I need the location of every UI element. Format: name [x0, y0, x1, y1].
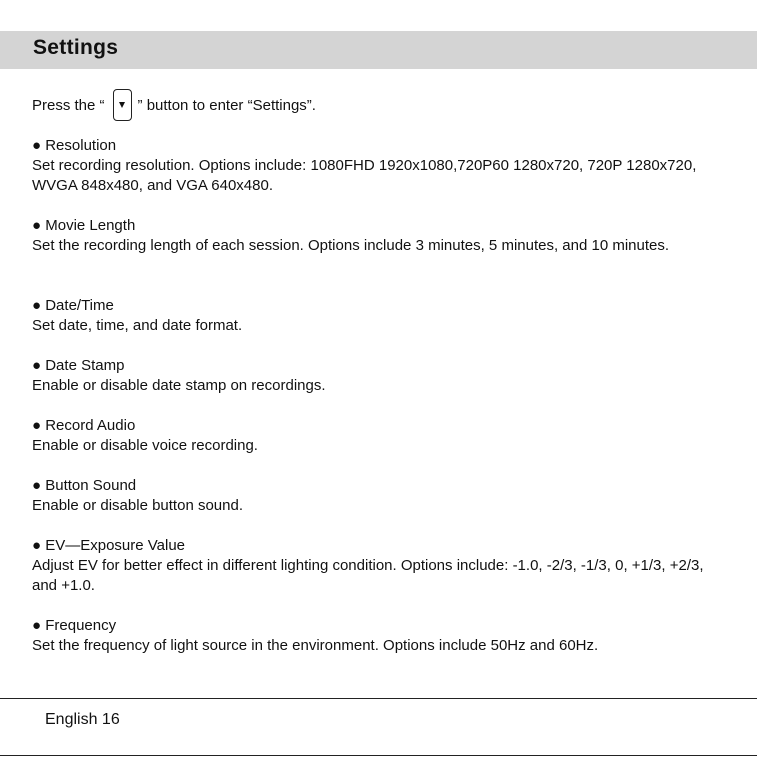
setting-date-stamp — [32, 356, 326, 396]
setting-button-sound — [32, 476, 243, 516]
setting-description: Set date, time, and date format. — [32, 317, 243, 334]
setting-name: ● Frequency — [32, 617, 117, 634]
intro-text-before: Press the “ — [32, 96, 105, 114]
setting-name: ● EV—Exposure Value — [32, 537, 186, 554]
intro-instruction — [32, 88, 316, 122]
intro-text-after: ” button to enter “Settings”. — [137, 96, 316, 114]
down-button-icon — [113, 89, 132, 121]
setting-name: ● Date/Time — [32, 297, 114, 314]
setting-description: Enable or disable date stamp on recordings. — [32, 377, 326, 394]
setting-record-audio — [32, 416, 258, 456]
page-number-label: English 16 — [45, 711, 120, 728]
setting-resolution — [32, 136, 722, 196]
setting-name: ● Resolution — [32, 137, 117, 154]
setting-name: ● Movie Length — [32, 217, 136, 234]
setting-description: Enable or disable button sound. — [32, 497, 243, 514]
setting-name: ● Record Audio — [32, 417, 136, 434]
setting-description: Set the recording length of each session. Options include 3 minutes, 5 minutes, and 10 minutes. — [32, 237, 670, 254]
setting-frequency — [32, 616, 598, 656]
setting-exposure-value — [32, 536, 722, 596]
setting-description: Enable or disable voice recording. — [32, 437, 258, 454]
setting-name: ● Date Stamp — [32, 357, 125, 374]
footer-divider-bottom — [0, 755, 757, 756]
setting-date-time — [32, 296, 242, 336]
setting-description: Adjust EV for better effect in different lighting condition. Options include: -1.0, -2/3, -1/3, 0, +1/3, +2/3, and +1.0. — [32, 557, 704, 594]
page-title: Settings — [33, 36, 119, 59]
setting-name: ● Button Sound — [32, 477, 137, 494]
setting-movie-length — [32, 216, 669, 256]
setting-description: Set recording resolution. Options include: 1080FHD 1920x1080,720P60 1280x720, 720P 1280x720, WVGA 848x480, and VGA 640x480. — [32, 157, 697, 194]
setting-description: Set the frequency of light source in the environment. Options include 50Hz and 60Hz. — [32, 637, 599, 654]
footer-divider-top — [0, 698, 757, 699]
